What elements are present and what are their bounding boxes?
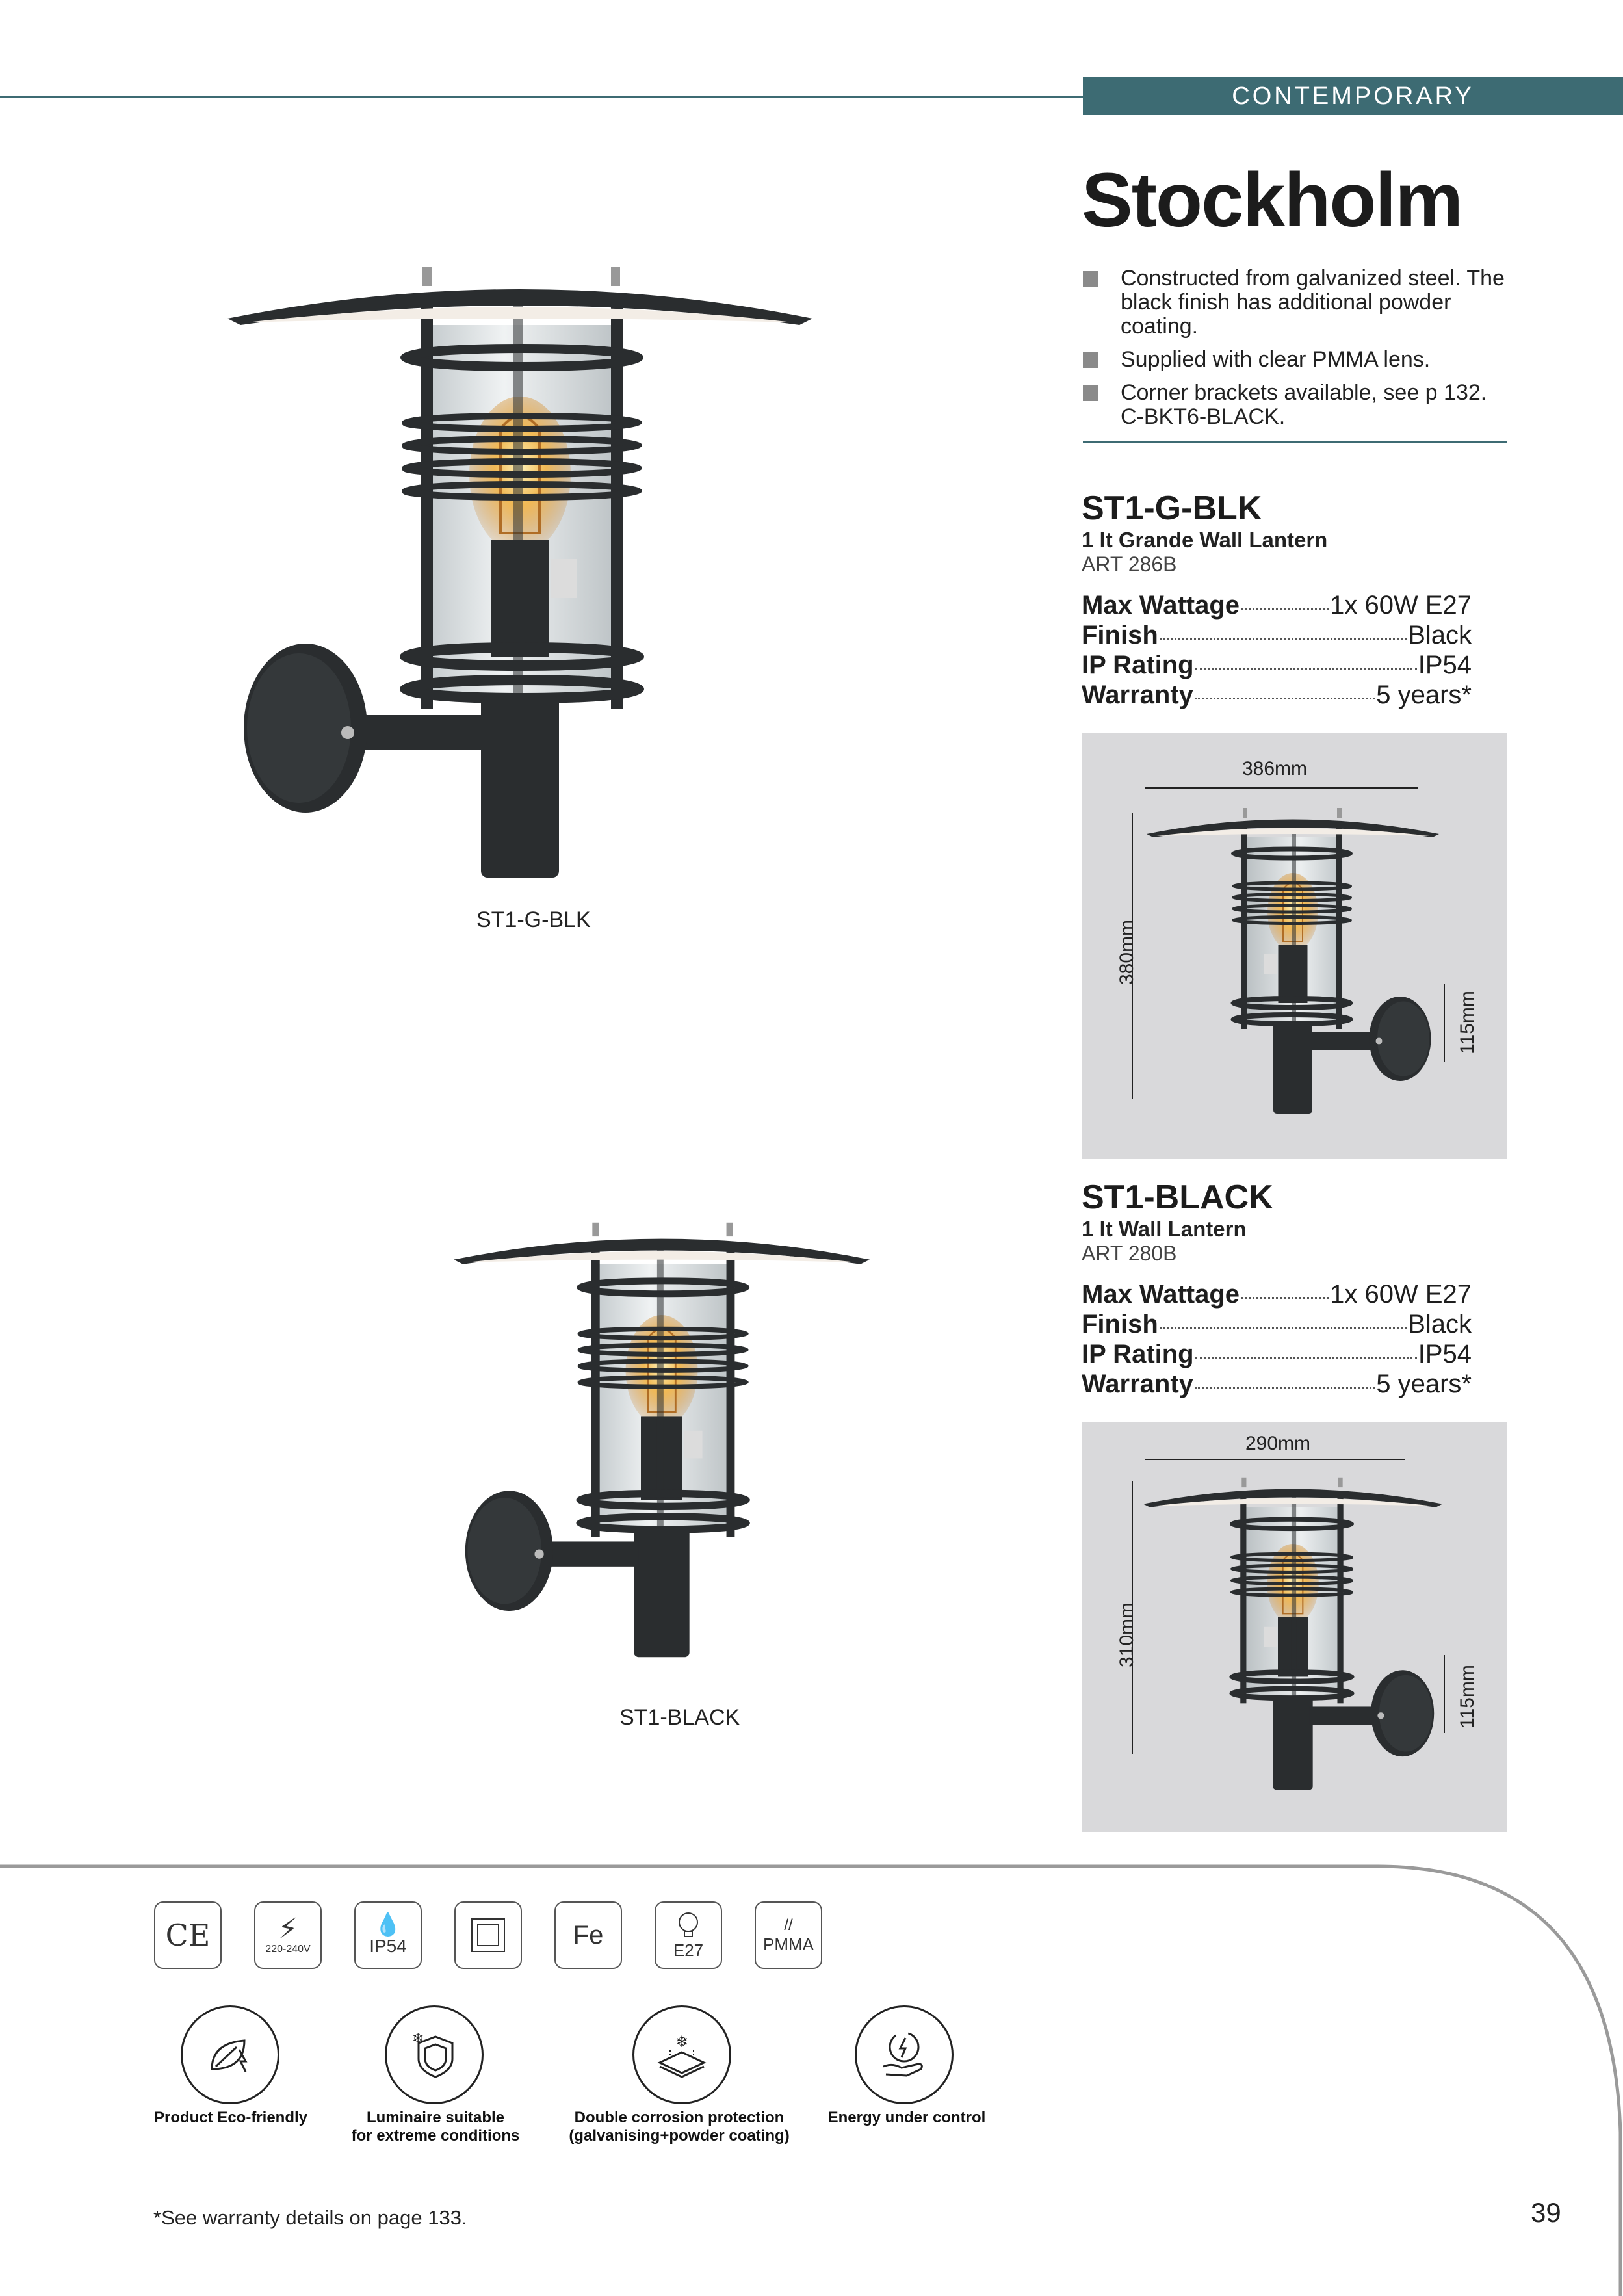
product-name: 1 lt Grande Wall Lantern bbox=[1082, 528, 1328, 552]
image-caption: ST1-BLACK bbox=[619, 1705, 740, 1730]
feature-item: Constructed from galvanized steel. The black finish has additional powder coating. bbox=[1083, 267, 1512, 339]
category-band bbox=[1083, 77, 1623, 115]
spec-row: IP Rating IP54 bbox=[1082, 651, 1472, 679]
eco-friendly-icon bbox=[181, 2005, 279, 2104]
feature-label: Product Eco-friendly bbox=[153, 2109, 308, 2126]
width-dimension-line bbox=[1145, 1459, 1405, 1460]
product-name: 1 lt Wall Lantern bbox=[1082, 1217, 1247, 1241]
header-rule bbox=[0, 96, 1083, 98]
spec-row: IP Rating IP54 bbox=[1082, 1340, 1472, 1368]
spec-row: Max Wattage 1x 60W E27 bbox=[1082, 591, 1472, 620]
height-dimension: 380mm bbox=[1116, 919, 1138, 985]
extreme-conditions-icon bbox=[385, 2005, 484, 2104]
voltage-icon: ⚡ 220-240V bbox=[254, 1901, 322, 1969]
iron-material-icon: Fe bbox=[554, 1901, 622, 1969]
energy-control-icon bbox=[855, 2005, 954, 2104]
height-dimension: 310mm bbox=[1116, 1602, 1138, 1668]
product-code: ST1-G-BLK bbox=[1082, 489, 1262, 527]
product-block bbox=[1082, 489, 1472, 711]
width-dimension-line bbox=[1145, 787, 1418, 789]
lantern-outline bbox=[1140, 805, 1446, 1117]
spec-row: Finish Black bbox=[1082, 1310, 1472, 1338]
image-caption: ST1-G-BLK bbox=[476, 907, 591, 932]
projection-dimension: 115mm bbox=[1456, 1665, 1478, 1729]
bullet-square-icon bbox=[1083, 271, 1098, 287]
feature-label: Luminaire suitable for extreme conditions bbox=[351, 2109, 520, 2145]
features-rule bbox=[1083, 441, 1507, 443]
spec-row: Max Wattage 1x 60W E27 bbox=[1082, 1280, 1472, 1309]
spec-list bbox=[1082, 1280, 1472, 1400]
bullet-square-icon bbox=[1083, 352, 1098, 368]
dimension-diagram bbox=[1082, 733, 1507, 1159]
lantern-outline bbox=[1143, 1471, 1442, 1796]
product-code: ST1-BLACK bbox=[1082, 1179, 1273, 1216]
feature-label: Double corrosion protection (galvanising+powder coating) bbox=[569, 2109, 790, 2145]
svg-text:❄: ❄ bbox=[412, 2030, 424, 2046]
ip-rating-icon: 💧 IP54 bbox=[354, 1901, 422, 1969]
spec-row: Finish Black bbox=[1082, 621, 1472, 649]
feature-list bbox=[1083, 267, 1512, 438]
bullet-square-icon bbox=[1083, 385, 1098, 401]
class-ii-icon bbox=[454, 1901, 522, 1969]
feature-item: Supplied with clear PMMA lens. bbox=[1083, 348, 1512, 372]
bulb-e27-icon: E27 bbox=[655, 1901, 722, 1969]
product-block bbox=[1082, 1178, 1472, 1400]
product-image-st1-g-blk bbox=[214, 260, 825, 891]
warranty-footnote: *See warranty details on page 133. bbox=[153, 2206, 467, 2229]
product-art-number: ART 280B bbox=[1082, 1242, 1177, 1265]
width-dimension: 386mm bbox=[1242, 758, 1308, 779]
spec-row: Warranty 5 years* bbox=[1082, 1370, 1472, 1398]
projection-dimension: 115mm bbox=[1456, 991, 1478, 1054]
feature-label: Energy under control bbox=[827, 2109, 986, 2126]
product-image-st1-black bbox=[454, 1216, 870, 1671]
spec-row: Warranty 5 years* bbox=[1082, 681, 1472, 709]
ce-mark-icon: CE bbox=[154, 1901, 222, 1969]
feature-item: Corner brackets available, see p 132. C-BKT6-BLACK. bbox=[1083, 381, 1512, 429]
svg-text:❄: ❄ bbox=[675, 2033, 689, 2051]
product-art-number: ART 286B bbox=[1082, 553, 1177, 576]
category-label: CONTEMPORARY bbox=[1232, 82, 1474, 110]
corrosion-protection-icon bbox=[632, 2005, 731, 2104]
pmma-lens-icon: // PMMA bbox=[755, 1901, 822, 1969]
spec-list bbox=[1082, 591, 1472, 711]
page-title: Stockholm bbox=[1082, 157, 1462, 243]
projection-dimension-line bbox=[1444, 1655, 1445, 1733]
width-dimension: 290mm bbox=[1245, 1433, 1311, 1454]
page-number: 39 bbox=[1531, 2197, 1561, 2228]
dimension-diagram bbox=[1082, 1422, 1507, 1832]
